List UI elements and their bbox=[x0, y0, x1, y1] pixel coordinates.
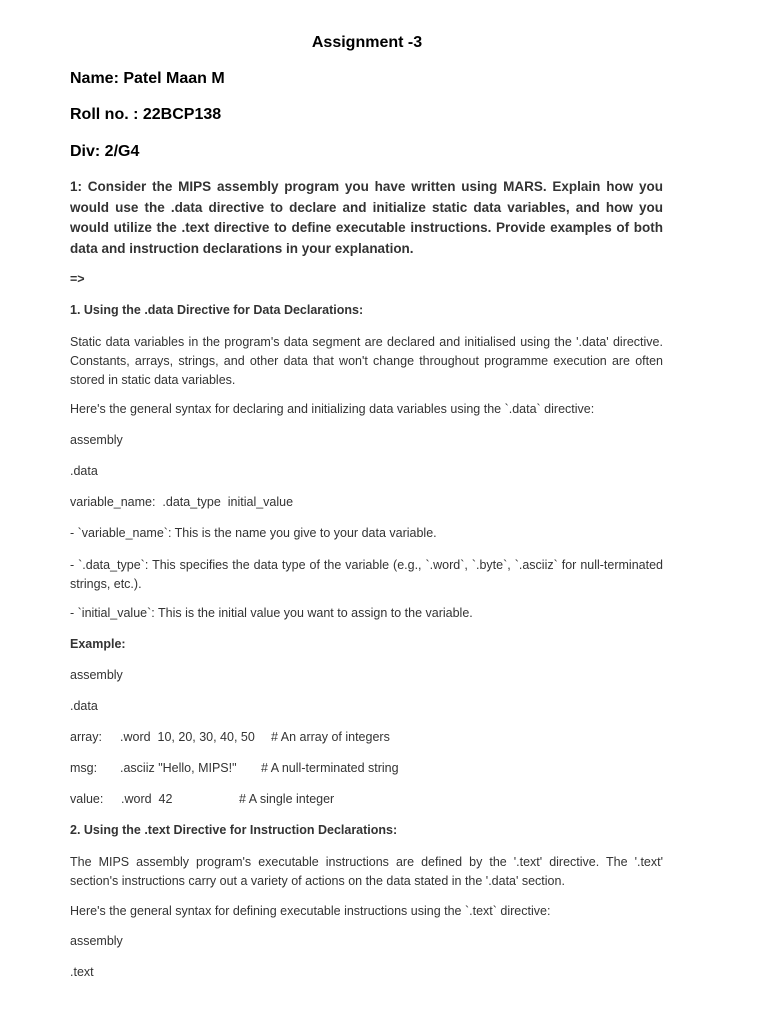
section-1-heading: 1. Using the .data Directive for Data Declarations: bbox=[70, 303, 364, 317]
code-directive: .word 42 bbox=[121, 792, 173, 806]
text-directive-line: .text bbox=[70, 965, 94, 979]
code-label: msg: bbox=[70, 761, 98, 775]
bullet-data-type: - `.data_type`: This specifies the data type of the variable (e.g., `.word`, `.byte`, `.asciiz` for null-terminated strings, etc.). bbox=[70, 558, 663, 591]
code-label: value: bbox=[70, 792, 104, 806]
assembly-label: assembly bbox=[70, 433, 123, 447]
section-1-syntax-intro: Here's the general syntax for declaring and initializing data variables using the `.data` directive: bbox=[70, 402, 595, 416]
section-2-syntax-intro: Here's the general syntax for defining executable instructions using the `.text` directive: bbox=[70, 904, 551, 918]
code-comment: # A null-terminated string bbox=[261, 761, 399, 775]
code-line bbox=[70, 792, 670, 810]
question-text: 1: Consider the MIPS assembly program you have written using MARS. Explain how you would use the .data directive to declare and initialize static data variables, and how you would utilize the .text directive to define executable instructions. Provide examples of both data and instruction declarations in your explanation. bbox=[70, 179, 663, 256]
section-2-paragraph: The MIPS assembly program's executable instructions are defined by the '.text' directive. The '.text' section's instructions carry out a variety of actions on the data stated in the '.data' section. bbox=[70, 855, 663, 888]
example-label: Example: bbox=[70, 637, 126, 651]
code-directive: .word 10, 20, 30, 40, 50 bbox=[120, 730, 255, 744]
syntax-line: variable_name: .data_type initial_value bbox=[70, 495, 294, 509]
bullet-initial-value: - `initial_value`: This is the initial value you want to assign to the variable. bbox=[70, 606, 473, 620]
code-line bbox=[70, 761, 670, 779]
example-data-directive: .data bbox=[70, 699, 98, 713]
assembly-label-2: assembly bbox=[70, 934, 123, 948]
answer-arrow: => bbox=[70, 272, 85, 286]
roll-number: Roll no. : 22BCP138 bbox=[70, 106, 222, 123]
code-comment: # A single integer bbox=[239, 792, 335, 806]
section-1-paragraph: Static data variables in the program's data segment are declared and initialised using the '.data' directive. Constants, arrays, strings, and other data that won't change throughout programme execution are often stored in static data variables. bbox=[70, 335, 663, 387]
division: Div: 2/G4 bbox=[70, 143, 140, 160]
student-name: Name: Patel Maan M bbox=[70, 70, 225, 87]
code-line bbox=[70, 730, 670, 748]
code-directive: .asciiz "Hello, MIPS!" bbox=[120, 761, 237, 775]
code-comment: # An array of integers bbox=[271, 730, 390, 744]
bullet-variable-name: - `variable_name`: This is the name you give to your data variable. bbox=[70, 526, 437, 540]
example-assembly-label: assembly bbox=[70, 668, 123, 682]
section-2-heading: 2. Using the .text Directive for Instruction Declarations: bbox=[70, 823, 398, 837]
code-label: array: bbox=[70, 730, 102, 744]
data-directive-line: .data bbox=[70, 464, 98, 478]
page-title: Assignment -3 bbox=[311, 34, 423, 51]
